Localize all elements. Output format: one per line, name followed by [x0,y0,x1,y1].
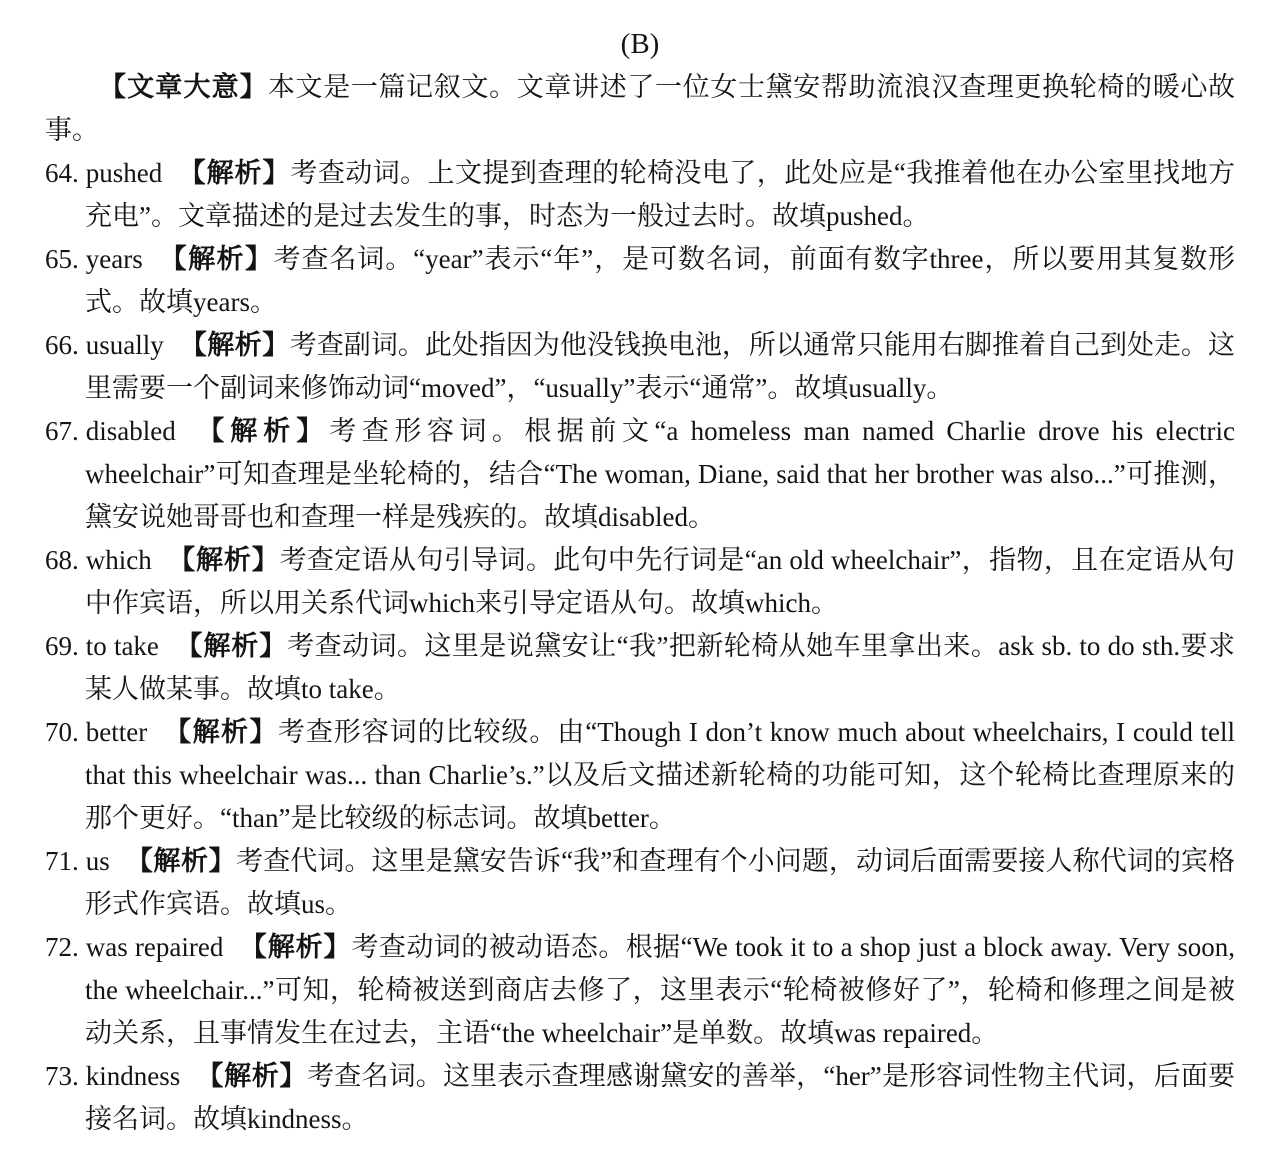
item-number: 69. [45,631,79,661]
item-answer: better [85,717,148,747]
passage-summary [45,66,1235,152]
item-answer: us [85,846,110,876]
explanation-item-68 [45,539,1235,625]
item-number: 64. [45,158,79,188]
explanation-item-64 [45,152,1235,238]
item-number: 68. [45,545,79,575]
analysis-label: 【解析】 [179,330,290,360]
analysis-label: 【解析】 [239,932,352,962]
explanation-item-72 [45,926,1235,1055]
item-explanation: 考查名词。这里表示查理感谢黛安的善举，“her”是形容词性物主代词，后面要接名词。故填kindness。 [85,1061,1235,1134]
item-explanation: 考查动词。上文提到查理的轮椅没电了，此处应是“我推着他在办公室里找地方充电”。文章描述的是过去发生的事，时态为一般过去时。故填pushed。 [85,158,1236,231]
item-explanation: 考查动词的被动语态。根据“We took it to a shop just a block away. Very soon, the wheelchair...”可知，轮椅被送到商店去修了，这里表示“轮椅被修好了”，轮椅和修理之间是被动关系，且事情发生在过去，主语“the wheelchair”是单数。故填was repaired。 [85,932,1236,1048]
item-answer: which [85,545,152,575]
item-answer: disabled [85,416,176,446]
item-number: 71. [45,846,79,876]
analysis-label: 【解析】 [163,717,278,747]
item-answer: usually [85,330,164,360]
item-explanation: 考查定语从句引导词。此句中先行词是“an old wheelchair”，指物，且在定语从句中作宾语，所以用关系代词which来引导定语从句。故填which。 [85,545,1235,618]
item-answer: to take [85,631,159,661]
explanation-item-66 [45,324,1235,410]
item-number: 70. [45,717,79,747]
item-explanation: 考查名词。“year”表示“年”，是可数名词，前面有数字three，所以要用其复数形式。故填years。 [85,244,1236,317]
analysis-label: 【解析】 [125,846,237,876]
analysis-label: 【解析】 [167,545,280,575]
explanation-item-70 [45,711,1235,840]
item-answer: years [85,244,143,274]
item-number: 73. [45,1061,79,1091]
summary-text: 本文是一篇记叙文。文章讲述了一位女士黛安帮助流浪汉查理更换轮椅的暖心故事。 [45,72,1236,145]
explanation-item-69 [45,625,1235,711]
item-explanation: 考查动词。这里是说黛安让“我”把新轮椅从她车里拿出来。ask sb. to do sth.要求某人做某事。故填to take。 [85,631,1235,704]
item-answer: kindness [85,1061,181,1091]
analysis-label: 【解析】 [191,416,330,446]
explanation-item-73 [45,1055,1235,1141]
analysis-label: 【解析】 [174,631,288,661]
item-explanation: 考查代词。这里是黛安告诉“我”和查理有个小问题，动词后面需要接人称代词的宾格形式作宾语。故填us。 [85,846,1235,919]
section-title: (B) [620,28,660,60]
item-answer: pushed [85,158,163,188]
explanation-item-67 [45,410,1235,539]
analysis-label: 【解析】 [178,158,291,188]
explanation-item-65 [45,238,1235,324]
item-number: 67. [45,416,79,446]
item-answer: was repaired [85,932,224,962]
explanation-item-71 [45,840,1235,926]
analysis-label: 【解析】 [196,1061,308,1091]
summary-label: 【文章大意】 [99,72,268,102]
analysis-label: 【解析】 [158,244,274,274]
item-explanation: 考查形容词的比较级。由“Though I don’t know much about wheelchairs, I could tell that this wheelchair was... than Charlie’s.”以及后文描述新轮椅的功能可知，这个轮椅比查理原来的那个更好。“than”是比较级的标志词。故填better。 [85,717,1235,833]
item-number: 66. [45,330,79,360]
item-number: 65. [45,244,79,274]
item-explanation: 考查形容词。根据前文“a homeless man named Charlie drove his electric wheelchair”可知查理是坐轮椅的，结合“The woman, Diane, said that her brother was also...”可推测，黛安说她哥哥也和查理一样是残疾的。故填disabled。 [85,416,1236,532]
item-number: 72. [45,932,79,962]
item-explanation: 考查副词。此处指因为他没钱换电池，所以通常只能用右脚推着自己到处走。这里需要一个副词来修饰动词“moved”，“usually”表示“通常”。故填usually。 [85,330,1236,403]
